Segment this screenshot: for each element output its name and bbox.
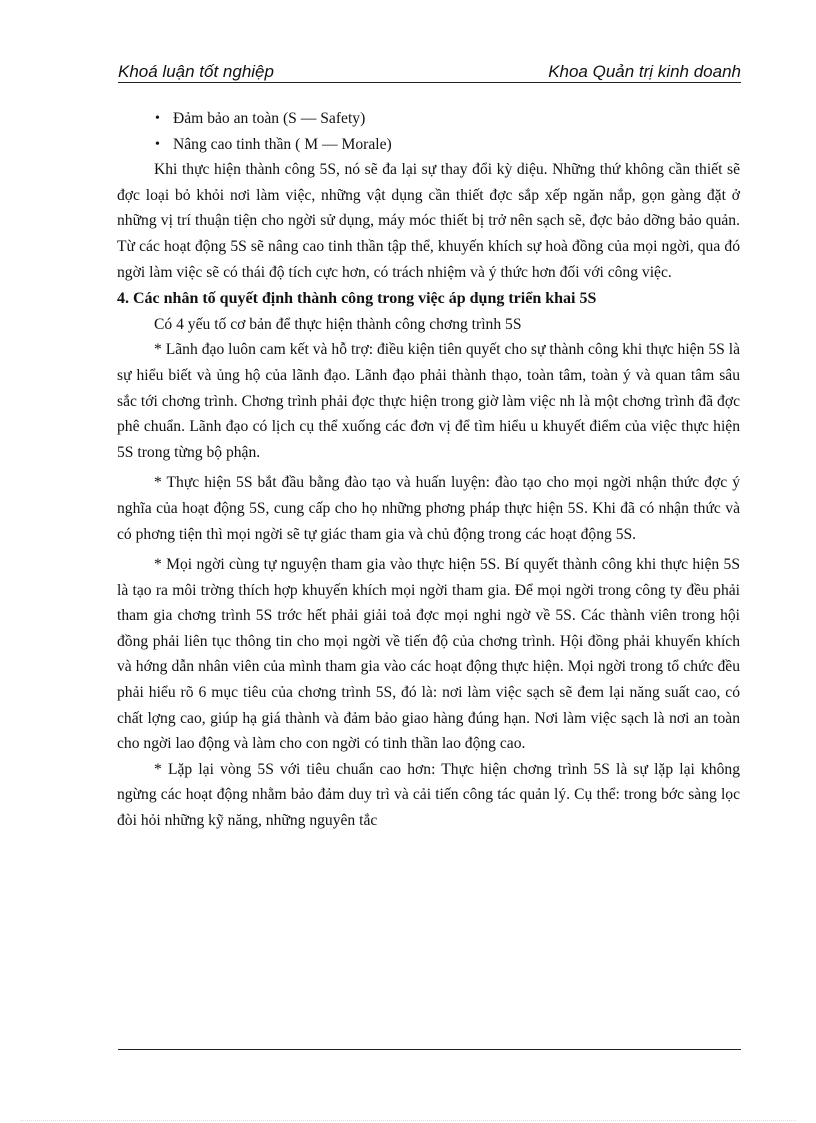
bullet-icon: • [155, 136, 160, 152]
paragraph-leadership: * Lãnh đạo luôn cam kết và hỗ trợ: điều kiện tiên quyết cho sự thành công khi thực hiện 5S là sự hiểu biết và ủng hộ của lãnh đạo. Lãnh đạo phải thành thạo, toàn tâm, toàn ý và quan tâm sâu sắc tới chơng trình. Chơng trình phải đợc thực hiện trong giờ làm việc nh là một chơng trình đã đợc phê chuẩn. Lãnh đạo có lịch cụ thể xuống các đơn vị để tìm hiểu u khuyết điểm của việc thực hiện 5S trong từng bộ phận. [117, 341, 740, 461]
bullet-item-safety [117, 106, 740, 132]
paragraph-intro-factors: Có 4 yếu tố cơ bản để thực hiện thành công chơng trình 5S [154, 315, 522, 333]
bullet-text: Nâng cao tinh thần ( M — Morale) [173, 135, 392, 153]
bullet-icon: • [155, 111, 160, 126]
paragraph-repeat-cycle: * Lặp lại vòng 5S với tiêu chuẩn cao hơn: Thực hiện chơng trình 5S là sự lặp lại không ngừng các hoạt động nhằm bảo đảm duy trì và cải tiến công tác quản lý. Cụ thể: trong bớc sàng lọc đòi hỏi những kỹ năng, những nguyên tắc [117, 760, 740, 830]
page-header [118, 62, 741, 83]
page-edge-divider [20, 1120, 796, 1121]
paragraph-participation: * Mọi ngời cùng tự nguyện tham gia vào thực hiện 5S. Bí quyết thành công khi thực hiện 5S là tạo ra môi trờng thích hợp khuyến khích mọi ngời tham gia. Để mọi ngời trong công ty đều phải tham gia chơng trình 5S trớc hết phải giải toả đợc mọi nghi ngờ về 5S. Các thành viên trong hội đồng phải liên tục thông tin cho mọi ngời về tiến độ của chơng trình. Hội đồng phải khuyến khích và hớng dẫn nhân viên của mình tham gia vào các hoạt động thực hiện. Mọi ngời trong tổ chức đều phải hiểu rõ 6 mục tiêu của chơng trình 5S, đó là: nơi làm việc sạch sẽ đem lại năng suất cao, có chất lợng cao, giúp hạ giá thành và đảm bảo giao hàng đúng hạn. Nơi làm việc sạch là nơi an toàn cho ngời lao động và làm cho con ngời có tinh thần lao động cao. [117, 556, 740, 753]
header-right-title: Khoa Quản trị kinh doanh [548, 62, 741, 81]
bullet-text: Đảm bảo an toàn (S — Safety) [173, 110, 366, 127]
document-body [117, 106, 740, 834]
header-left-title: Khoá luận tốt nghiệp [118, 62, 274, 81]
bullet-item-morale [117, 132, 740, 158]
section-heading: 4. Các nhân tố quyết định thành công trong việc áp dụng triển khai 5S [117, 290, 597, 308]
footer-divider [118, 1049, 741, 1050]
paragraph-5s-benefits: Khi thực hiện thành công 5S, nó sẽ đa lại sự thay đổi kỳ diệu. Những thứ không cần thiết sẽ đợc loại bỏ khỏi nơi làm việc, những vật dụng cần thiết đợc sắp xếp ngăn nắp, gọn gàng đặt ở những vị trí thuận tiện cho ngời sử dụng, máy móc thiết bị trở nên sạch sẽ, đợc bảo dỡng bảo quản. Từ các hoạt động 5S sẽ nâng cao tinh thần tập thể, khuyến khích sự hoà đồng của mọi ngời, qua đó ngời làm việc sẽ có thái độ tích cực hơn, có trách nhiệm và ý thức hơn đối với công việc. [117, 161, 740, 281]
paragraph-training: * Thực hiện 5S bắt đầu bằng đào tạo và huấn luyện: đào tạo cho mọi ngời nhận thức đợc ý nghĩa của hoạt động 5S, cung cấp cho họ những phơng pháp thực hiện 5S. Khi đã có nhận thức và có phơng tiện thì mọi ngời sẽ tự giác tham gia và chủ động trong các hoạt động 5S. [117, 474, 740, 543]
